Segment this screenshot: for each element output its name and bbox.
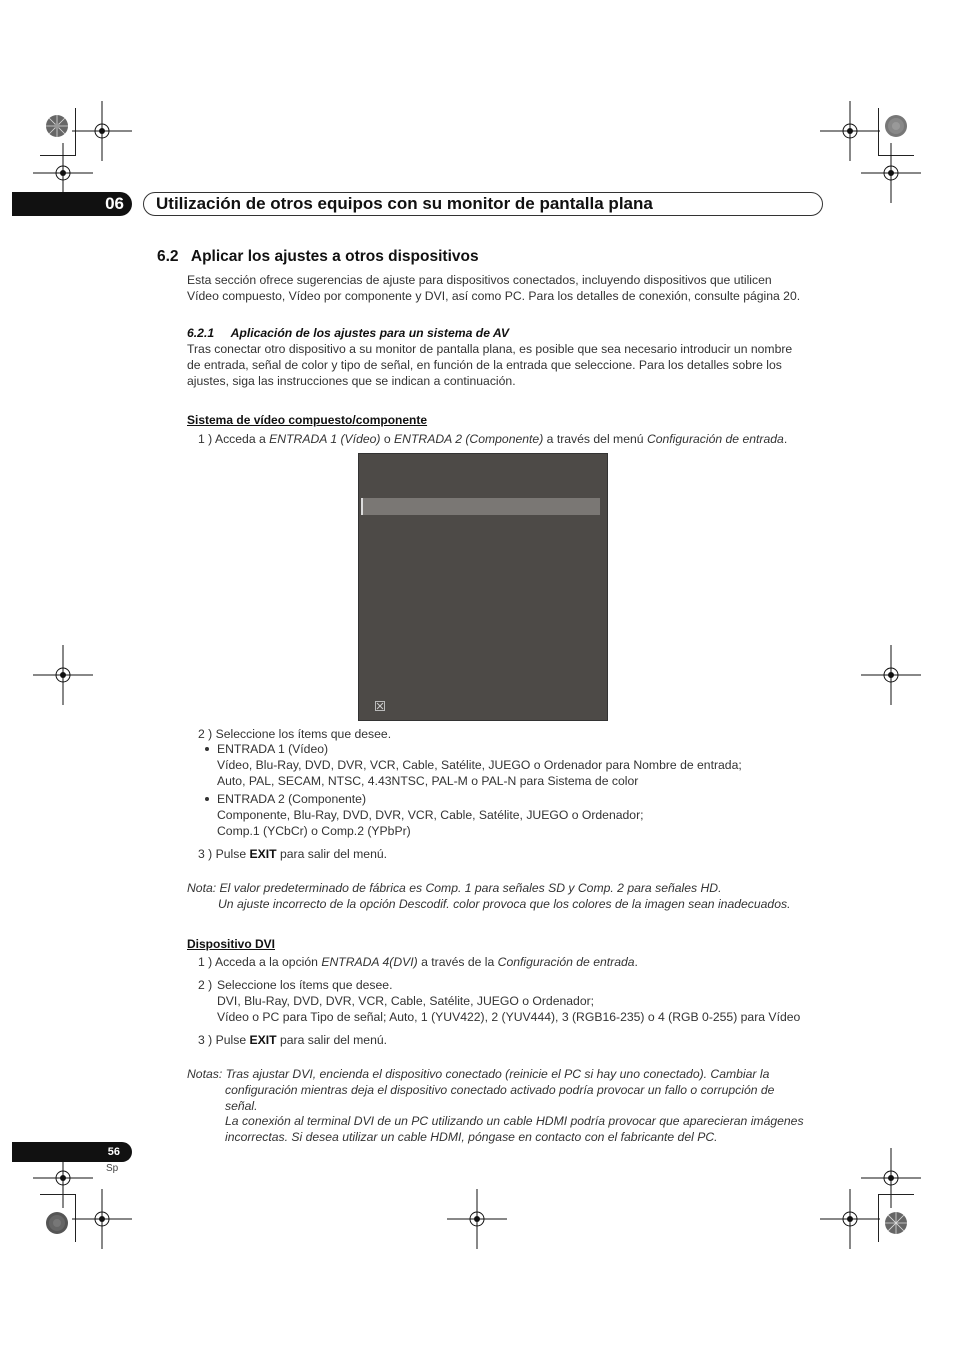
note-line: Notas: Tras ajustar DVI, encienda el dispositivo conectado (reinicie el PC si hay uno conectado). Cambiar la: [187, 1067, 770, 1081]
note-line: Nota: El valor predeterminado de fábrica es Comp. 1 para señales SD y Comp. 2 para señales HD.: [187, 881, 722, 895]
chapter-header: [143, 192, 823, 216]
step-text: Pulse: [215, 1033, 250, 1047]
subsection-line: Tras conectar otro dispositivo a su monitor de pantalla plana, es posible que sea necesario introducir un nombre: [187, 342, 793, 356]
page-badge: [12, 1142, 132, 1162]
dvi-heading: Dispositivo DVI: [187, 937, 276, 951]
step-text: Acceda a la opción: [214, 955, 322, 969]
step-number: 1 ): [198, 432, 213, 446]
exit-key: EXIT: [249, 1033, 277, 1047]
step-number: 2 ): [198, 727, 213, 741]
menu-highlight-bar: [362, 498, 600, 515]
subsection-line: ajustes, siga las instrucciones que se indican a continuación.: [187, 374, 516, 388]
menu-entry: ENTRADA 2 (Componente): [394, 432, 544, 446]
step-text: a través de la: [417, 955, 498, 969]
note-line: configuración mientras deja el dispositivo conectado activado podría provocar un fallo o corrupción de: [225, 1083, 775, 1097]
bullet-line: Componente, Blu-Ray, DVD, DVR, VCR, Cable, Satélite, JUEGO o Ordenador;: [217, 808, 644, 822]
bullet-line: Auto, PAL, SECAM, NTSC, 4.43NTSC, PAL-M o PAL-N para Sistema de color: [217, 774, 639, 788]
step-text: a través del menú: [543, 432, 647, 446]
composite-step-2: [198, 726, 391, 742]
dvi-step-2-line: DVI, Blu-Ray, DVD, DVR, VCR, Cable, Satélite, JUEGO o Ordenador;: [217, 994, 595, 1008]
crop-line: [878, 1194, 914, 1195]
step-text: para salir del menú.: [276, 847, 388, 861]
note-line: incorrectas. Si desea utilizar un cable HDMI, póngase en contacto con el fabricante del PC.: [225, 1130, 718, 1144]
intro-line: Esta sección ofrece sugerencias de ajuste para dispositivos conectados, incluyendo dispositivos que utilicen: [187, 273, 772, 287]
step-number: 3 ): [198, 847, 213, 861]
step-text: .: [634, 955, 638, 969]
step-text: para salir del menú.: [276, 1033, 388, 1047]
note-line: señal.: [225, 1099, 258, 1113]
section-title: 6.2 Aplicar los ajustes a otros dispositivos: [157, 248, 479, 265]
bullet-line: Vídeo, Blu-Ray, DVD, DVR, VCR, Cable, Satélite, JUEGO o Ordenador para Nombre de entrada;: [217, 758, 742, 772]
registration-mark-icon: [820, 1189, 880, 1249]
composite-step-1: [198, 431, 787, 447]
step-text: Seleccione los ítems que desee.: [215, 727, 392, 741]
subsection-line: de entrada, señal de color y tipo de señal, en función de la entrada que seleccione. Para los detalles sobre los: [187, 358, 782, 372]
page-number: 56: [107, 1146, 120, 1158]
bullet-label: ENTRADA 2 (Componente): [217, 792, 367, 806]
dvi-step-2-line: Vídeo o PC para Tipo de señal; Auto, 1 (YUV422), 2 (YUV444), 3 (RGB16-235) o 4 (RGB 0-255) para Vídeo: [217, 1010, 801, 1024]
menu-screenshot: [358, 453, 608, 721]
language-code: Sp: [106, 1163, 119, 1174]
intro-line: Vídeo compuesto, Vídeo por componente y DVI, así como PC. Para los detalles de conexión, consulte página 20.: [187, 289, 801, 303]
registration-mark-icon: [33, 645, 93, 705]
step-text: Pulse: [215, 847, 250, 861]
step-text: Acceda a: [214, 432, 270, 446]
menu-entry: ENTRADA 1 (Vídeo): [269, 432, 381, 446]
color-ball-icon: [884, 114, 908, 138]
step-number: 3 ): [198, 1033, 213, 1047]
color-ball-icon: [45, 1211, 69, 1235]
bullet-icon: [205, 797, 209, 801]
menu-cursor: [361, 498, 363, 515]
menu-entry: Configuración de entrada: [646, 432, 784, 446]
dvi-step-3: [198, 1032, 387, 1048]
chapter-badge: [12, 192, 132, 216]
color-ball-icon: [884, 1211, 908, 1235]
bullet-label: ENTRADA 1 (Vídeo): [217, 742, 329, 756]
close-box-icon: [375, 701, 385, 711]
chapter-title: Utilización de otros equipos con su monitor de pantalla plana: [156, 194, 653, 213]
exit-key: EXIT: [249, 847, 277, 861]
composite-heading: Sistema de vídeo compuesto/componente: [187, 413, 428, 427]
crop-line: [40, 1194, 76, 1195]
menu-entry: Configuración de entrada: [497, 955, 635, 969]
registration-mark-icon: [861, 143, 921, 203]
note-line: Un ajuste incorrecto de la opción Descodif. color provoca que los colores de la imagen sean inadecuados.: [218, 897, 791, 911]
composite-step-3: [198, 846, 387, 862]
dvi-step-2-line: Seleccione los ítems que desee.: [217, 978, 393, 992]
step-number: 1 ): [198, 955, 213, 969]
subsection-title: 6.2.1 Aplicación de los ajustes para un sistema de AV: [187, 326, 509, 340]
registration-mark-icon: [861, 645, 921, 705]
step-text: .: [783, 432, 788, 446]
menu-entry: ENTRADA 4(DVI): [321, 955, 418, 969]
bullet-line: Comp.1 (YCbCr) o Comp.2 (YPbPr): [217, 824, 411, 838]
dvi-step-1: [198, 954, 638, 970]
note-line: La conexión al terminal DVI de un PC utilizando un cable HDMI podría provocar que aparecieran imágenes: [225, 1114, 804, 1128]
registration-mark-icon: [447, 1189, 507, 1249]
registration-mark-icon: [72, 1189, 132, 1249]
dvi-step-2-number: 2 ): [198, 978, 213, 992]
step-text: o: [380, 432, 395, 446]
color-ball-icon: [45, 114, 69, 138]
chapter-number: 06: [105, 194, 124, 213]
bullet-icon: [205, 747, 209, 751]
